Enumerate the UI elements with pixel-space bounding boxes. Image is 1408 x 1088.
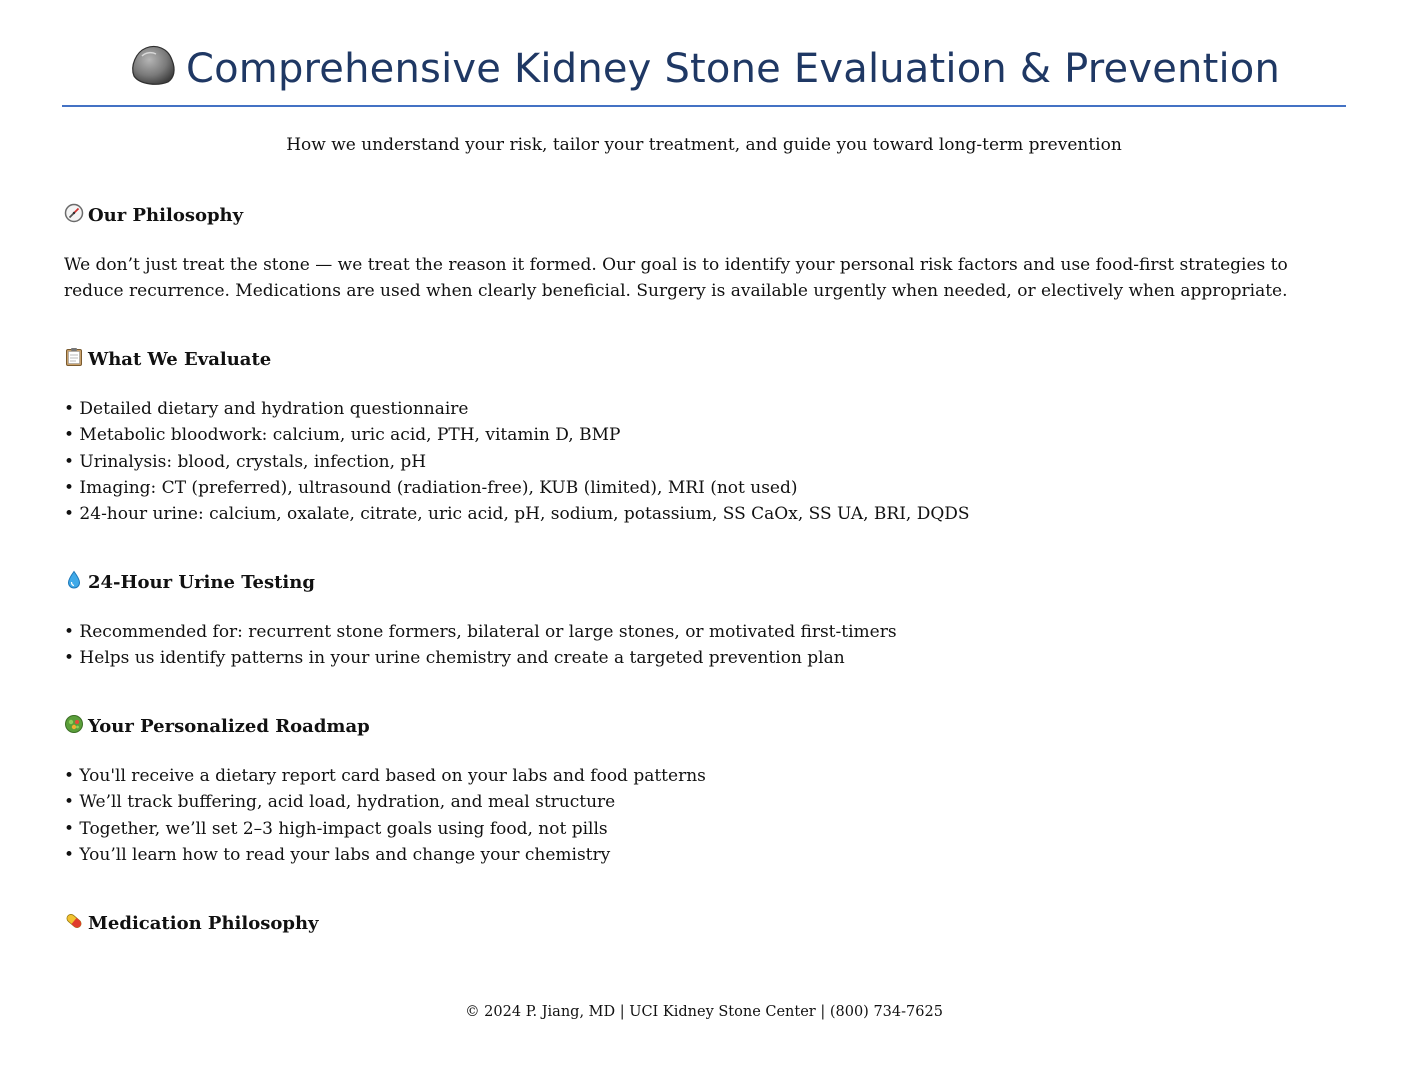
list-item: • Detailed dietary and hydration questionnaire [64,399,469,419]
section-title: Your Personalized Roadmap [88,716,370,737]
salad-icon [64,714,84,734]
section-heading-urine [64,572,315,593]
clipboard-icon [64,347,84,367]
list-item: • Imaging: CT (preferred), ultrasound (radiation-free), KUB (limited), MRI (not used) [64,477,798,498]
rock-icon [128,42,176,86]
droplet-icon [64,570,84,590]
list-item: • Recommended for: recurrent stone formers, bilateral or large stones, or motivated first-timers [64,622,897,642]
roadmap-list [64,763,706,868]
list-item: • Together, we’ll set 2–3 high-impact goals using food, not pills [64,818,608,839]
title-divider [62,105,1346,107]
list-item: • We’ll track buffering, acid load, hydration, and meal structure [64,792,616,813]
section-title: What We Evaluate [88,349,272,370]
compass-icon [64,203,84,223]
section-heading-medication [64,913,319,934]
section-title: Our Philosophy [88,205,244,226]
page-header [62,38,1346,100]
list-item: • You’ll learn how to read your labs and change your chemistry [64,844,611,865]
list-item: • 24-hour urine: calcium, oxalate, citrate, uric acid, pH, sodium, potassium, SS CaOx, SS UA, BRI, DQDS [64,504,970,525]
page-footer: © 2024 P. Jiang, MD | UCI Kidney Stone Center | (800) 734-7625 [465,1004,943,1020]
section-heading-evaluate [64,349,271,370]
evaluate-list [64,396,970,527]
section-title: 24-Hour Urine Testing [88,572,315,593]
list-item: • Metabolic bloodwork: calcium, uric acid, PTH, vitamin D, BMP [64,425,621,446]
page-subtitle: How we understand your risk, tailor your treatment, and guide you toward long-term prevention [286,135,1122,155]
list-item: • Helps us identify patterns in your urine chemistry and create a targeted prevention plan [64,648,845,669]
section-heading-roadmap [64,716,370,737]
philosophy-text: We don’t just treat the stone — we treat the reason it formed. Our goal is to identify your personal risk factors and use food-first strategies to reduce recurrence. Medications are used when clearly beneficial. Surgery is available urgently when needed, or electively when appropriate. [64,255,1288,301]
list-item: • Urinalysis: blood, crystals, infection, pH [64,451,427,472]
page-title: Comprehensive Kidney Stone Evaluation & Prevention [185,46,1281,92]
section-heading-philosophy [64,205,243,226]
urine-list [64,619,897,672]
list-item: • You'll receive a dietary report card based on your labs and food patterns [64,766,706,786]
pill-icon [64,911,84,931]
section-title: Medication Philosophy [88,913,319,934]
